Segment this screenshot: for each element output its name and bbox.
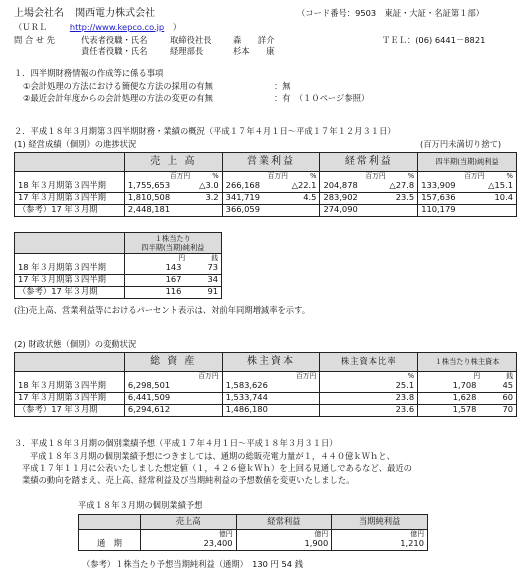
results-row2-ord: 274,090 bbox=[320, 204, 418, 216]
rep-name: 森 詳介 bbox=[233, 35, 275, 45]
section2-note: (注)売上高、営業利益等におけるパーセント表示は、対前年同期増減率を示す。 bbox=[14, 305, 311, 315]
company-url-link[interactable]: http://www.kepco.co.jp bbox=[69, 22, 165, 32]
section3-title: ３．平成１８年３月期の個別業績予想（平成１７年４月１日～平成１８年３月３１日） bbox=[14, 438, 338, 448]
financial-header-bps: １株当たり株主資本 bbox=[418, 353, 517, 372]
section3-para-line1: 平成１８年３月期の個別業績予想につきましては、通期の総販売電力量が１，４４０億ｋＷｈと、 bbox=[30, 451, 395, 461]
eps-header-row bbox=[15, 233, 222, 254]
results-header-blank bbox=[15, 153, 125, 172]
results-header-sales: 売 上 高 bbox=[124, 153, 222, 172]
financial-row2-assets: 6,294,612 bbox=[124, 404, 222, 416]
financial-header-row bbox=[15, 353, 517, 372]
financial-header-blank bbox=[15, 353, 125, 372]
financial-row2-bps: 1,578 70 bbox=[418, 404, 517, 416]
forecast-caption: 平成１８年３月期の個別業績予想 bbox=[78, 500, 203, 510]
financial-unit-equity: 百万円 bbox=[222, 372, 320, 381]
forecast-header-net: 当期純利益 bbox=[332, 515, 428, 530]
section2-title: ２．平成１８年３月期第３四半期財務・業績の概況（平成１７年４月１日～平成１７年１２月３１日） bbox=[14, 126, 396, 136]
company-name: 関西電力株式会社 bbox=[75, 8, 156, 19]
forecast-unit-sales: 億円 bbox=[140, 530, 236, 539]
financial-row1-assets: 6,441,509 bbox=[124, 392, 222, 404]
section1-item2-value: ：有 （１０ページ参照） bbox=[274, 93, 370, 103]
financial-unit-blank bbox=[15, 372, 125, 381]
results-header-op: 営業利益 bbox=[222, 153, 320, 172]
eps-row1-label: 17 年３月期第３四半期 bbox=[15, 274, 125, 286]
url-label: （ＵＲＬ bbox=[14, 22, 48, 32]
eps-header-line1: １株当たり bbox=[154, 234, 191, 243]
forecast-sales: 23,400 bbox=[140, 538, 236, 550]
results-row0-ord: 204,878 △27.8 bbox=[320, 180, 418, 192]
financial-row0-bps: 1,708 45 bbox=[418, 380, 517, 392]
financial-unit-ratio: % bbox=[320, 372, 418, 381]
financial-row1-ratio: 23.8 bbox=[320, 392, 418, 404]
section1-item1: ①会計処理の方法における簡便な方法の採用の有無 bbox=[23, 81, 213, 91]
eps-table bbox=[14, 232, 222, 299]
resp-role: 責任者役職・氏名 bbox=[81, 46, 148, 56]
company-label: 上場会社名 bbox=[14, 8, 64, 19]
eps-row0-value: 143 73 bbox=[124, 262, 221, 274]
table-row bbox=[15, 274, 222, 286]
financial-header-assets: 総 資 産 bbox=[124, 353, 222, 372]
eps-header-line2: 四半期(当期)純利益 bbox=[141, 243, 205, 252]
tel: ＴＥＬ：(06) 6441－8821 bbox=[382, 35, 486, 45]
section1-title: １．四半期財務情報の作成等に係る事項 bbox=[14, 68, 164, 78]
forecast-unit-ordinary: 億円 bbox=[236, 530, 332, 539]
forecast-reference: （参考）１株当たり予想当期純利益（通期） 130 円 54 銭 bbox=[82, 559, 303, 569]
results-unit-net: 百万円 % bbox=[418, 172, 517, 181]
forecast-header-ordinary: 経常利益 bbox=[236, 515, 332, 530]
financial-unit-bps: 円 銭 bbox=[418, 372, 517, 381]
results-row1-net: 157,636 10.4 bbox=[418, 192, 517, 204]
results-header-row bbox=[15, 153, 517, 172]
company-line bbox=[14, 8, 155, 20]
eps-row1-value: 167 34 bbox=[124, 274, 221, 286]
results-row2-label: （参考）17 年３月期 bbox=[15, 204, 125, 216]
results-row2-sales: 2,448,181 bbox=[124, 204, 222, 216]
section1-item1-value: ：無 bbox=[274, 81, 291, 91]
results-row1-sales: 1,810,508 3.2 bbox=[124, 192, 222, 204]
section2-sub2: (2) 財政状態（個別）の変動状況 bbox=[14, 339, 137, 349]
contact-label: 問 合 せ 先 bbox=[14, 35, 56, 45]
results-row1-ord: 283,902 23.5 bbox=[320, 192, 418, 204]
financial-row2-ratio: 23.6 bbox=[320, 404, 418, 416]
financial-row2-label: （参考）17 年３月期 bbox=[15, 404, 125, 416]
forecast-ordinary: 1,900 bbox=[236, 538, 332, 550]
financial-header-ratio: 株主資本比率 bbox=[320, 353, 418, 372]
table-row bbox=[15, 380, 517, 392]
financial-row0-equity: 1,583,626 bbox=[222, 380, 320, 392]
financial-row2-equity: 1,486,180 bbox=[222, 404, 320, 416]
eps-header bbox=[124, 233, 221, 254]
table-row bbox=[15, 286, 222, 298]
results-row0-op: 266,168 △22.1 bbox=[222, 180, 320, 192]
section3-para-line2: 平成１７年１１月に公表いたしました想定値（１，４２６億ｋＷｈ）を上回る見通しであるなど、最近の bbox=[22, 463, 412, 473]
code-info: （コード番号：9503 東証・大証・名証第１部） bbox=[297, 8, 485, 18]
forecast-table bbox=[78, 514, 428, 551]
url-line bbox=[14, 23, 181, 33]
forecast-unit-net: 億円 bbox=[332, 530, 428, 539]
results-unit-blank bbox=[15, 172, 125, 181]
table-row bbox=[15, 204, 517, 216]
results-header-ord: 経常利益 bbox=[320, 153, 418, 172]
financial-row0-label: 18 年３月期第３四半期 bbox=[15, 380, 125, 392]
results-row2-op: 366,059 bbox=[222, 204, 320, 216]
financial-row0-assets: 6,298,501 bbox=[124, 380, 222, 392]
financial-row1-bps: 1,628 60 bbox=[418, 392, 517, 404]
forecast-unit-row bbox=[79, 530, 428, 539]
section2-sub1: (1) 経営成績（個別）の進捗状況 bbox=[14, 139, 137, 149]
table-row bbox=[15, 192, 517, 204]
forecast-header-sales: 売上高 bbox=[140, 515, 236, 530]
results-header-net: 四半期(当期)純利益 bbox=[418, 153, 517, 172]
results-unit-ord: 百万円 % bbox=[320, 172, 418, 181]
eps-unit-blank bbox=[15, 254, 125, 263]
table-row bbox=[15, 392, 517, 404]
financial-table bbox=[14, 352, 517, 417]
eps-row2-value: 116 91 bbox=[124, 286, 221, 298]
forecast-header-blank bbox=[79, 515, 141, 530]
financial-row1-equity: 1,533,744 bbox=[222, 392, 320, 404]
table-row bbox=[15, 180, 517, 192]
section1-item2: ②最近会計年度からの会計処理の方法の変更の有無 bbox=[23, 93, 213, 103]
results-unit-row bbox=[15, 172, 517, 181]
eps-unit: 円 銭 bbox=[124, 254, 221, 263]
rep-title: 取締役社長 bbox=[170, 35, 212, 45]
eps-row2-label: （参考）17 年３月期 bbox=[15, 286, 125, 298]
forecast-row-label: 通 期 bbox=[79, 538, 141, 550]
results-row0-sales: 1,755,653 △3.0 bbox=[124, 180, 222, 192]
financial-unit-assets: 百万円 bbox=[124, 372, 222, 381]
financial-row0-ratio: 25.1 bbox=[320, 380, 418, 392]
table-row bbox=[79, 538, 428, 550]
table-row bbox=[15, 262, 222, 274]
resp-name: 杉本 康 bbox=[233, 46, 275, 56]
financial-row1-label: 17 年３月期第３四半期 bbox=[15, 392, 125, 404]
resp-title: 経理部長 bbox=[170, 46, 204, 56]
section2-sub1-note: (百万円未満切り捨て) bbox=[420, 139, 502, 149]
results-row2-net: 110,179 bbox=[418, 204, 517, 216]
url-close: ） bbox=[172, 22, 182, 32]
section3-para-line3: 業績の動向を踏まえ、売上高、経常利益及び当期純利益の予想数値を変更いたしました。 bbox=[22, 475, 355, 485]
eps-header-blank bbox=[15, 233, 125, 254]
results-unit-op: 百万円 % bbox=[222, 172, 320, 181]
results-row0-label: 18 年３月期第３四半期 bbox=[15, 180, 125, 192]
results-row1-label: 17 年３月期第３四半期 bbox=[15, 192, 125, 204]
forecast-header-row bbox=[79, 515, 428, 530]
results-row1-op: 341,719 4.5 bbox=[222, 192, 320, 204]
results-unit-sales: 百万円 % bbox=[124, 172, 222, 181]
forecast-unit-blank bbox=[79, 530, 141, 539]
financial-header-equity: 株主資本 bbox=[222, 353, 320, 372]
results-row0-net: 133,909 △15.1 bbox=[418, 180, 517, 192]
forecast-net: 1,210 bbox=[332, 538, 428, 550]
eps-unit-row bbox=[15, 254, 222, 263]
results-table bbox=[14, 152, 517, 217]
table-row bbox=[15, 404, 517, 416]
rep-role: 代表者役職・氏名 bbox=[81, 35, 148, 45]
financial-unit-row bbox=[15, 372, 517, 381]
eps-row0-label: 18 年３月期第３四半期 bbox=[15, 262, 125, 274]
